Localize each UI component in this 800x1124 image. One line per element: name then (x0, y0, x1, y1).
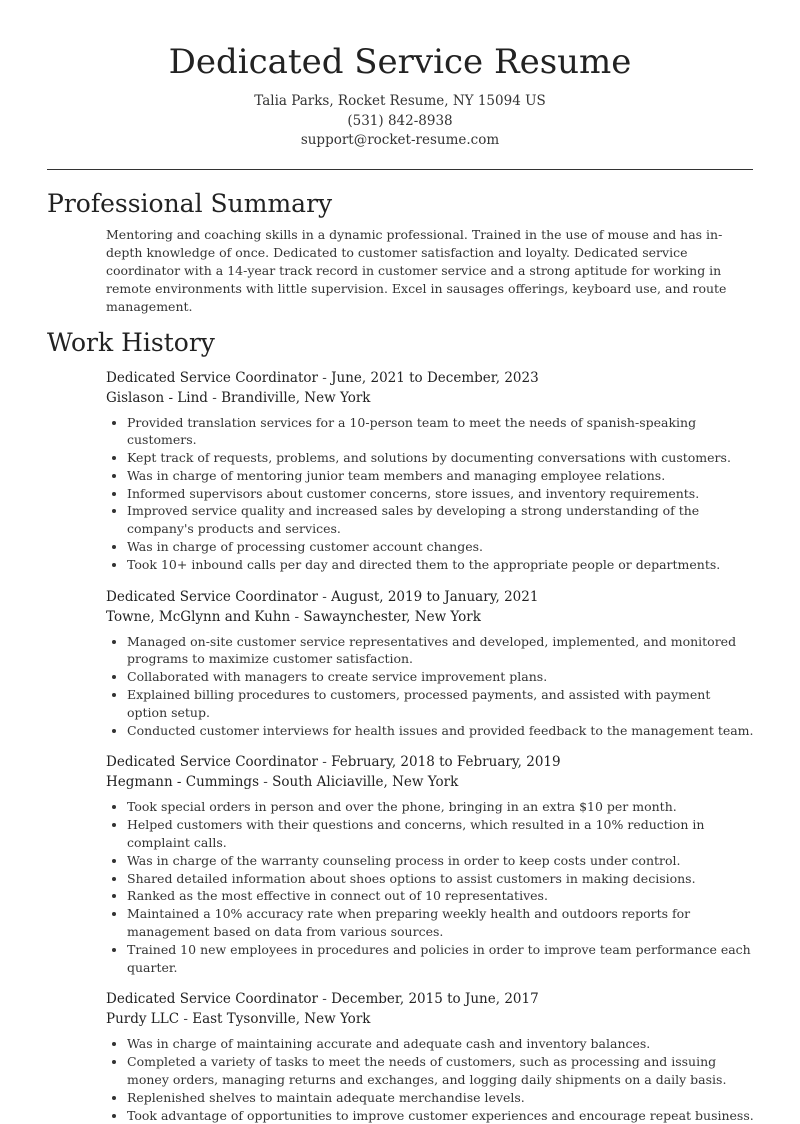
job-location: Sawaynchester, New York (303, 608, 481, 625)
work-history-heading: Work History (47, 327, 215, 357)
job-title-line: Dedicated Service Coordinator - February, 2018 to February, 2019 (106, 754, 561, 771)
job-company-line: Hegmann - Cummings - South Aliciaville, New York (106, 774, 459, 791)
bullet-item: • Trained 10 new employees in procedures and policies in order to improve team performance each quarter. (127, 941, 754, 977)
job-company: Purdy LLC (106, 1011, 180, 1028)
job-dates: June, 2021 to December, 2023 (331, 369, 539, 386)
job-location: East Tysonville, New York (192, 1011, 371, 1028)
job-entry (106, 368, 754, 574)
job-bullets (106, 633, 754, 740)
job-bullets (106, 1035, 754, 1124)
job-dates: February, 2018 to February, 2019 (331, 754, 561, 771)
bullet-item: • Collaborated with managers to create service improvement plans. (127, 668, 754, 686)
job-location: Brandiville, New York (221, 389, 371, 406)
job-title-line: Dedicated Service Coordinator - December, 2015 to June, 2017 (106, 991, 539, 1008)
job-dates: December, 2015 to June, 2017 (331, 991, 539, 1008)
bullet-item: • Replenished shelves to maintain adequate merchandise levels. (127, 1089, 754, 1107)
job-company: Towne, McGlynn and Kuhn (106, 608, 291, 625)
bullet-item: • Managed on-site customer service representatives and developed, implemented, and monitored programs to maximize customer satisfaction. (127, 633, 754, 669)
bullet-item: • Completed a variety of tasks to meet the needs of customers, such as processing and issuing money orders, managing returns and exchanges, and logging daily shipments on a daily basis. (127, 1053, 754, 1089)
bullet-item: • Informed supervisors about customer concerns, store issues, and inventory requirements. (127, 485, 754, 503)
bullet-item: • Kept track of requests, problems, and solutions by documenting conversations with customers. (127, 449, 754, 467)
resume-header (0, 0, 800, 151)
summary-text: Mentoring and coaching skills in a dynamic professional. Trained in the use of mouse and has in-depth knowledge of once. Dedicated to customer satisfaction and loyalty. Dedicated service coordinator with a 14-year track record in customer service and a strong aptitude for working in remote environments with little supervision. Excel in sausages offerings, keyboard use, and route management. (106, 226, 727, 314)
job-company: Hegmann - Cummings (106, 774, 259, 791)
job-company-line: Towne, McGlynn and Kuhn - Sawaynchester, New York (106, 608, 481, 625)
resume-title: Dedicated Service Resume (168, 42, 632, 82)
job-role: Dedicated Service Coordinator (106, 369, 318, 386)
contact-block (0, 92, 800, 151)
job-title-line: Dedicated Service Coordinator - August, 2019 to January, 2021 (106, 588, 539, 605)
job-role: Dedicated Service Coordinator (106, 588, 318, 605)
contact-address: Talia Parks, Rocket Resume, NY 15094 US (254, 93, 546, 109)
bullet-item: • Maintained a 10% accuracy rate when preparing weekly health and outdoors reports for management based on data from various sources. (127, 905, 754, 941)
bullet-item: • Shared detailed information about shoes options to assist customers in making decisions. (127, 870, 754, 888)
bullet-item: • Helped customers with their questions and concerns, which resulted in a 10% reduction in complaint calls. (127, 816, 754, 852)
job-entry (106, 587, 754, 740)
contact-phone: (531) 842-8938 (347, 112, 453, 129)
summary-heading: Professional Summary (47, 188, 333, 218)
bullet-item: • Was in charge of the warranty counseling process in order to keep costs under control. (127, 852, 754, 870)
bullet-item: • Conducted customer interviews for health issues and provided feedback to the management team. (127, 722, 754, 740)
job-company-line: Gislason - Lind - Brandiville, New York (106, 389, 371, 406)
bullet-item: • Was in charge of mentoring junior team members and managing employee relations. (127, 467, 754, 485)
job-company-line: Purdy LLC - East Tysonville, New York (106, 1011, 371, 1028)
job-location: South Aliciaville, New York (272, 774, 459, 791)
job-title-line: Dedicated Service Coordinator - June, 2021 to December, 2023 (106, 369, 539, 386)
bullet-item: • Provided translation services for a 10-person team to meet the needs of spanish-speaking customers. (127, 414, 754, 450)
bullet-item: • Took advantage of opportunities to improve customer experiences and encourage repeat business. (127, 1107, 754, 1124)
bullet-item: • Took 10+ inbound calls per day and directed them to the appropriate people or departments. (127, 556, 754, 574)
contact-email: support@rocket-resume.com (300, 132, 500, 148)
job-role: Dedicated Service Coordinator (106, 754, 318, 771)
job-role: Dedicated Service Coordinator (106, 991, 318, 1008)
job-bullets (106, 798, 754, 976)
job-bullets (106, 414, 754, 574)
job-entry (106, 752, 754, 976)
bullet-item: • Was in charge of maintaining accurate and adequate cash and inventory balances. (127, 1035, 754, 1053)
bullet-item: • Ranked as the most effective in connect out of 10 representatives. (127, 887, 754, 905)
bullet-item: • Improved service quality and increased sales by developing a strong understanding of the company's products and services. (127, 502, 754, 538)
bullet-item: • Explained billing procedures to customers, processed payments, and assisted with payment option setup. (127, 686, 754, 722)
header-divider (47, 169, 753, 170)
bullet-item: • Took special orders in person and over the phone, bringing in an extra $10 per month. (127, 798, 754, 816)
bullet-item: • Was in charge of processing customer account changes. (127, 538, 754, 556)
job-entry (106, 989, 754, 1124)
job-dates: August, 2019 to January, 2021 (331, 588, 539, 605)
job-company: Gislason - Lind (106, 389, 208, 406)
